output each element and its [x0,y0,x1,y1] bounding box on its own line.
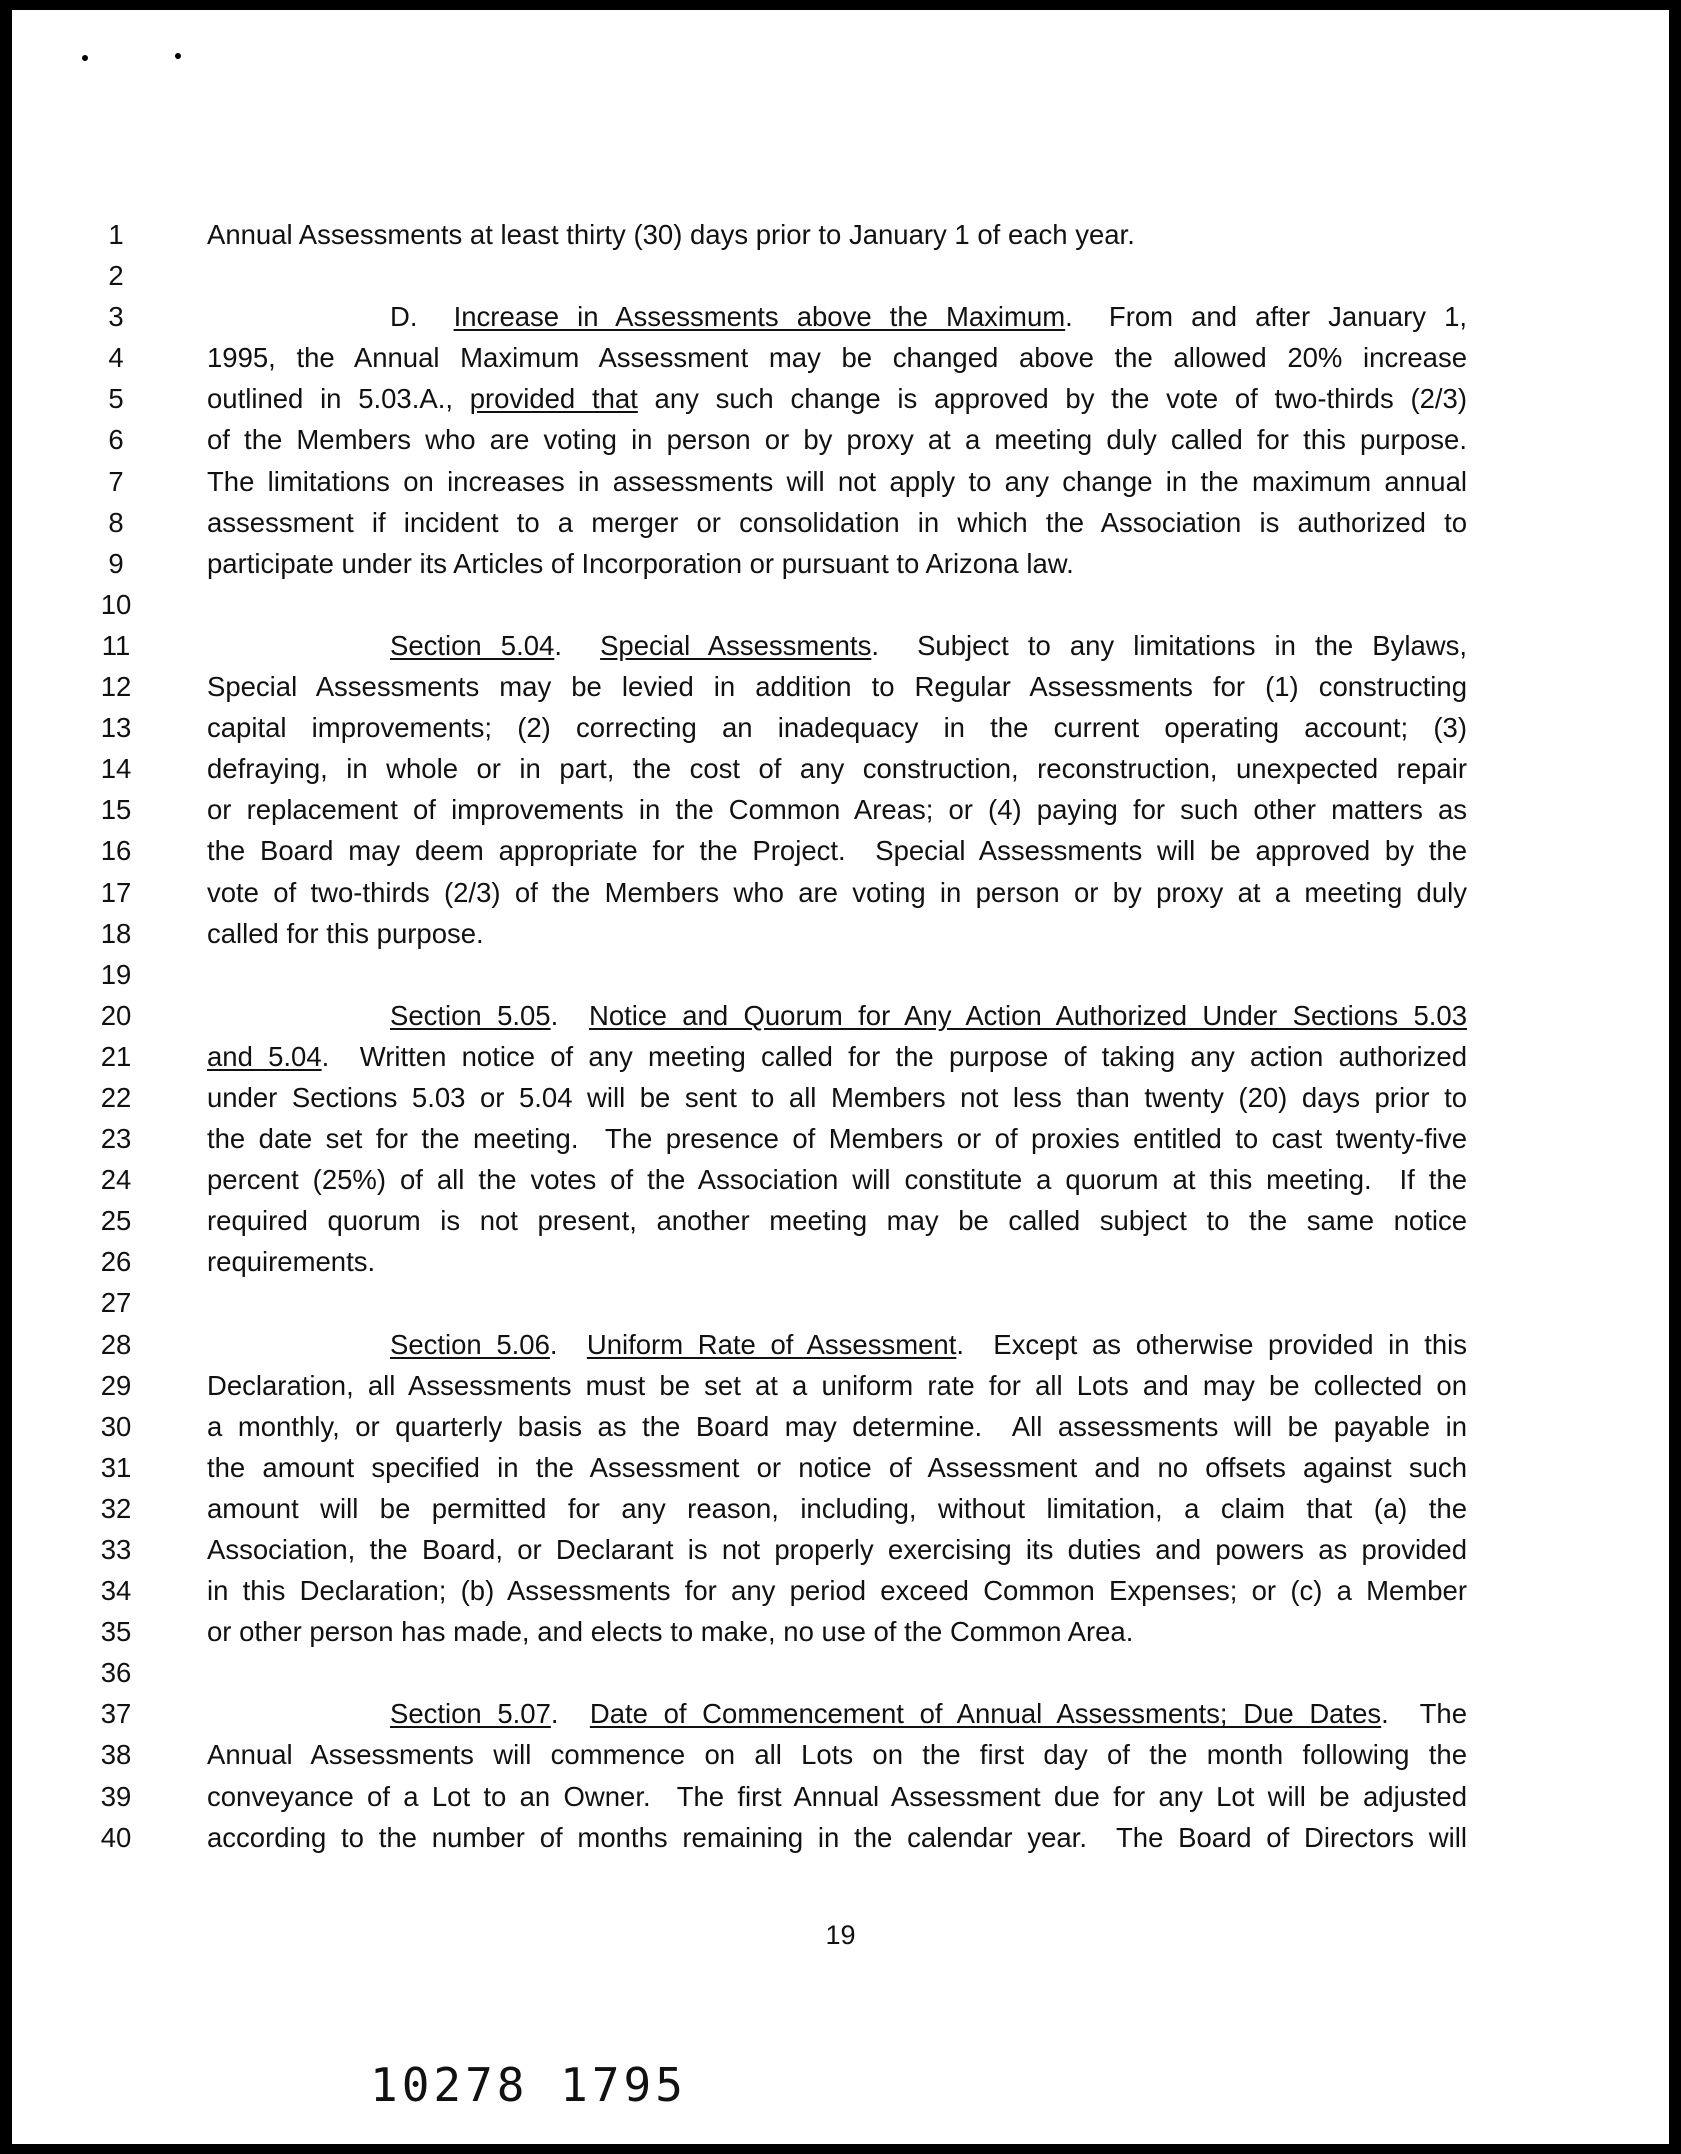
text-run: D. [390,301,454,333]
document-line [12,830,1669,871]
document-line [12,419,1669,460]
document-line [12,296,1669,337]
document-code: 10278 1795 [370,2058,687,2112]
line-text [207,1118,1467,1159]
line-text [207,296,1467,337]
line-text [207,214,1467,255]
text-run: . [550,1698,590,1730]
document-page [12,10,1669,2144]
document-line [12,461,1669,502]
line-number: 9 [108,547,124,579]
line-number: 28 [100,1328,132,1360]
line-text [207,502,1467,543]
line-number: 27 [100,1287,132,1319]
text-run: Association, the Board, or Declarant is not properly exercising its duties and powers as provided [207,1534,1467,1565]
line-number: 39 [100,1780,132,1812]
document-line [12,1282,1669,1323]
text-run: . [550,999,589,1031]
text-run: defraying, in whole or in part, the cost of any construction, reconstruction, unexpected repair [207,753,1467,785]
text-run: amount will be permitted for any reason, including, without limitation, a claim that (a) the [207,1492,1467,1524]
document-line [12,954,1669,995]
line-number: 21 [100,1040,132,1072]
document-line [12,1159,1669,1200]
document-line [12,378,1669,419]
line-number: 29 [100,1369,132,1401]
underlined-heading-text: Section 5.04 [390,629,555,661]
text-run: Annual Assessments at least thirty (30) days prior to January 1 of each year. [207,219,1135,250]
underlined-heading-text: Increase in Assessments above the Maximum [453,301,1066,333]
document-line [12,1693,1669,1734]
line-number: 1 [108,219,124,250]
text-run: assessment if incident to a merger or consolidation in which the Association is authorized to [207,506,1467,538]
document-line [12,913,1669,954]
document-line [12,1324,1669,1365]
text-run: called for this purpose. [207,917,484,949]
document-line [12,625,1669,666]
document-line [12,337,1669,378]
document-line [12,789,1669,830]
line-text [207,1447,1467,1488]
document-line [12,748,1669,789]
line-text [207,1817,1467,1858]
line-text [207,995,1467,1036]
document-line [12,1817,1669,1858]
line-text [207,337,1467,378]
document-line [12,255,1669,296]
line-number: 32 [100,1492,132,1524]
line-text [207,1611,1467,1652]
line-text [207,1365,1467,1406]
line-number: 40 [100,1821,132,1853]
text-run: Special Assessments may be levied in addition to Regular Assessments for (1) constructing [207,671,1467,703]
underlined-heading-text: and 5.04 [207,1040,322,1072]
line-text [207,1529,1467,1570]
line-number: 19 [100,958,132,990]
underlined-heading-text: Section 5.05 [390,999,551,1031]
document-line [12,214,1669,255]
text-run: capital improvements; (2) correcting an inadequacy in the current operating account; (3) [207,712,1467,744]
document-line [12,1776,1669,1817]
text-run: required quorum is not present, another meeting may be called subject to the same notice [207,1205,1467,1237]
document-line [12,707,1669,748]
document-line [12,1488,1669,1529]
underlined-heading-text: Special Assessments [600,629,872,661]
line-text [207,378,1467,419]
document-line [12,502,1669,543]
line-number: 11 [101,629,131,661]
line-text [207,1488,1467,1529]
text-run: a monthly, or quarterly basis as the Board may determine. All assessments will be payable in [207,1410,1467,1442]
line-number: 3 [108,301,124,333]
underlined-heading-text: Notice and Quorum for Any Action Authorized Under Sections 5.03 [588,999,1467,1031]
line-number: 33 [100,1534,132,1565]
text-run: Declaration, all Assessments must be set at a uniform rate for all Lots and may be collected on [207,1369,1467,1401]
line-text [207,1570,1467,1611]
line-text [207,789,1467,830]
line-text [207,913,1467,954]
page-number: 19 [825,1920,856,1950]
underlined-heading-text: Date of Commencement of Annual Assessments; Due Dates [589,1698,1382,1730]
document-line [12,543,1669,584]
line-number: 31 [100,1451,132,1483]
document-line [12,995,1669,1036]
text-run: 1995, the Annual Maximum Assessment may be changed above the allowed 20% increase [207,342,1467,374]
scan-speck [175,53,181,59]
line-number: 16 [100,835,132,867]
text-run: according to the number of months remaining in the calendar year. The Board of Directors will [207,1821,1467,1853]
document-line [12,1652,1669,1693]
line-text [207,543,1467,584]
line-text [207,1200,1467,1241]
line-text [207,1159,1467,1200]
line-text [207,830,1467,871]
line-number: 17 [100,876,132,908]
line-number: 12 [100,671,132,703]
line-text [207,1241,1467,1282]
line-text [207,461,1467,502]
numbered-text-body [12,214,1669,1858]
line-number: 22 [100,1081,132,1113]
document-line [12,1118,1669,1159]
document-line [12,1365,1669,1406]
line-text [207,1036,1467,1077]
text-run: the amount specified in the Assessment or notice of Assessment and no offsets against such [207,1451,1467,1483]
document-line [12,1406,1669,1447]
line-number: 24 [100,1164,132,1196]
text-run: any such change is approved by the vote of two-thirds (2/3) [637,383,1468,415]
line-number: 36 [100,1657,132,1689]
text-run: . The [1381,1698,1468,1730]
line-text [207,748,1467,789]
line-number: 10 [100,588,132,620]
text-run: under Sections 5.03 or 5.04 will be sent to all Members not less than twenty (20) days prior to [207,1081,1467,1113]
text-run: the Board may deem appropriate for the Project. Special Assessments will be approved by the [207,835,1467,867]
line-number: 38 [100,1739,132,1771]
line-text [207,1776,1467,1817]
text-run: percent (25%) of all the votes of the Association will constitute a quorum at this meeting. If the [207,1164,1467,1196]
scan-speck [82,55,88,61]
line-number: 35 [100,1616,132,1648]
line-number: 25 [100,1205,132,1237]
line-text [207,1406,1467,1447]
underlined-heading-text: Section 5.07 [390,1698,551,1730]
line-text [207,419,1467,460]
document-line [12,1529,1669,1570]
line-number: 15 [100,794,132,826]
line-number: 30 [100,1410,132,1442]
document-line [12,1734,1669,1775]
text-run: conveyance of a Lot to an Owner. The first Annual Assessment due for any Lot will be adjusted [207,1780,1467,1812]
text-run: requirements. [207,1246,376,1278]
line-number: 5 [108,383,124,415]
text-run: . From and after January 1, [1065,301,1467,333]
line-number: 37 [100,1698,132,1730]
line-text [207,1324,1467,1365]
line-number: 7 [108,465,124,497]
line-number: 23 [100,1123,132,1155]
document-line [12,1200,1669,1241]
document-line [12,1447,1669,1488]
text-run: . [549,1328,587,1360]
text-run: Annual Assessments will commence on all Lots on the first day of the month following the [207,1739,1467,1771]
line-text [207,666,1467,707]
line-number: 8 [108,506,124,538]
line-number: 4 [108,342,124,374]
line-number: 20 [100,999,132,1031]
line-text [207,707,1467,748]
underlined-heading-text: provided that [469,383,638,415]
document-line [12,1241,1669,1282]
text-run: participate under its Articles of Incorporation or pursuant to Arizona law. [207,547,1074,579]
line-number: 6 [108,424,124,456]
document-line [12,1570,1669,1611]
line-text [207,1077,1467,1118]
underlined-heading-text: Section 5.06 [390,1328,550,1360]
line-number: 26 [100,1246,132,1278]
text-run: . Written notice of any meeting called for the purpose of taking any action authorized [321,1040,1467,1072]
line-number: 2 [108,260,124,292]
text-run: or other person has made, and elects to make, no use of the Common Area. [207,1616,1134,1648]
text-run: outlined in 5.03.A., [207,383,470,415]
document-line [12,1077,1669,1118]
text-run: . [554,629,601,661]
document-line [12,1036,1669,1077]
line-number: 34 [100,1575,132,1607]
text-run: . Subject to any limitations in the Bylaws, [871,629,1468,661]
document-line [12,1611,1669,1652]
document-line [12,872,1669,913]
text-run: . Except as otherwise provided in this [956,1328,1468,1360]
line-number: 18 [100,917,132,949]
line-text [207,1734,1467,1775]
line-text [207,872,1467,913]
document-line [12,584,1669,625]
line-number: 13 [100,712,132,744]
text-run: the date set for the meeting. The presence of Members or of proxies entitled to cast twenty-five [207,1123,1467,1155]
text-run: in this Declaration; (b) Assessments for any period exceed Common Expenses; or (c) a Member [207,1575,1467,1607]
text-run: or replacement of improvements in the Common Areas; or (4) paying for such other matters as [207,794,1467,826]
line-text [207,1693,1467,1734]
text-run: vote of two-thirds (2/3) of the Members who are voting in person or by proxy at a meeting duly [207,876,1467,908]
underlined-heading-text: Uniform Rate of Assessment [586,1328,957,1360]
line-number: 14 [100,753,132,785]
text-run: The limitations on increases in assessments will not apply to any change in the maximum annual [207,465,1467,497]
document-line [12,666,1669,707]
text-run: of the Members who are voting in person or by proxy at a meeting duly called for this purpose. [207,424,1467,456]
line-text [207,625,1467,666]
